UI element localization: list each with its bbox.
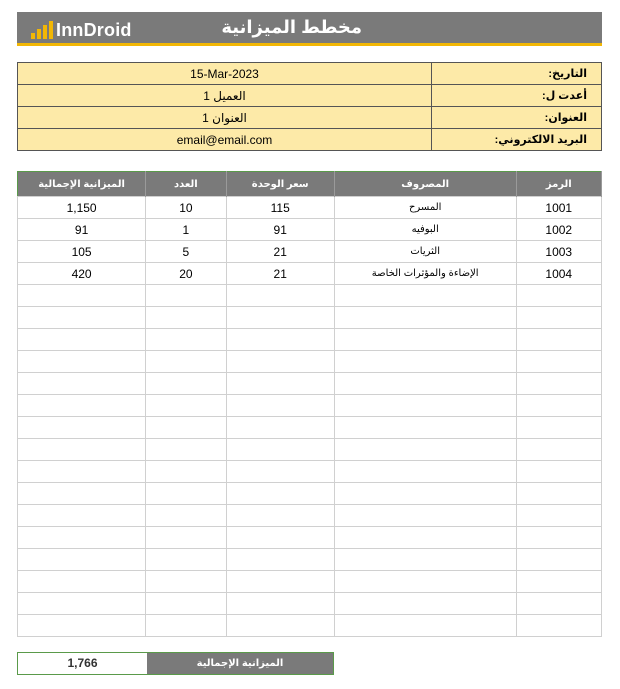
cell-qty[interactable] — [146, 373, 226, 395]
header-qty: العدد — [146, 172, 226, 197]
table-row — [18, 571, 602, 593]
cell-price[interactable] — [226, 395, 334, 417]
header-total: الميزانية الإجمالية — [18, 172, 146, 197]
info-row-email — [18, 129, 602, 151]
cell-price[interactable] — [226, 307, 334, 329]
cell-code[interactable] — [516, 571, 601, 593]
cell-total[interactable] — [18, 461, 146, 483]
cell-qty[interactable] — [146, 285, 226, 307]
cell-total[interactable] — [18, 351, 146, 373]
cell-code[interactable] — [516, 285, 601, 307]
table-row — [18, 285, 602, 307]
cell-item[interactable] — [334, 439, 516, 461]
cell-price[interactable] — [226, 571, 334, 593]
table-row — [18, 395, 602, 417]
cell-item[interactable] — [334, 549, 516, 571]
cell-item[interactable] — [334, 351, 516, 373]
cell-qty[interactable]: 1 — [146, 219, 226, 241]
cell-total[interactable] — [18, 307, 146, 329]
chart-bars-icon — [31, 21, 53, 39]
cell-code[interactable] — [516, 549, 601, 571]
cell-code[interactable] — [516, 373, 601, 395]
grand-total-box — [17, 652, 334, 675]
cell-item[interactable] — [334, 527, 516, 549]
cell-code[interactable]: 1004 — [516, 263, 601, 285]
date-label: التاريخ: — [432, 63, 602, 85]
header-item: المصروف — [334, 172, 516, 197]
cell-total[interactable] — [18, 439, 146, 461]
cell-item[interactable] — [334, 571, 516, 593]
cell-total[interactable]: 91 — [18, 219, 146, 241]
cell-price[interactable] — [226, 285, 334, 307]
table-row — [18, 373, 602, 395]
cell-price[interactable] — [226, 439, 334, 461]
cell-qty[interactable] — [146, 527, 226, 549]
email-label: البريد الالكتروني: — [432, 129, 602, 151]
table-row — [18, 219, 602, 241]
cell-price[interactable] — [226, 549, 334, 571]
brand-logo — [31, 19, 132, 39]
cell-total[interactable] — [18, 483, 146, 505]
cell-qty[interactable] — [146, 329, 226, 351]
cell-total[interactable] — [18, 615, 146, 637]
info-row-client — [18, 85, 602, 107]
header-price: سعر الوحدة — [226, 172, 334, 197]
cell-item[interactable] — [334, 483, 516, 505]
client-value[interactable]: العميل 1 — [18, 85, 432, 107]
cell-price[interactable] — [226, 417, 334, 439]
cell-total[interactable] — [18, 285, 146, 307]
cell-code[interactable] — [516, 417, 601, 439]
client-label: أعدت ل: — [432, 85, 602, 107]
table-row — [18, 549, 602, 571]
cell-price[interactable]: 21 — [226, 263, 334, 285]
cell-item[interactable] — [334, 329, 516, 351]
header-bar — [17, 12, 602, 46]
table-row — [18, 329, 602, 351]
cell-code[interactable] — [516, 307, 601, 329]
cell-item[interactable] — [334, 285, 516, 307]
cell-qty[interactable] — [146, 417, 226, 439]
cell-price[interactable] — [226, 505, 334, 527]
cell-price[interactable] — [226, 329, 334, 351]
cell-code[interactable] — [516, 527, 601, 549]
cell-item[interactable] — [334, 307, 516, 329]
cell-code[interactable] — [516, 461, 601, 483]
cell-code[interactable] — [516, 439, 601, 461]
cell-total[interactable] — [18, 373, 146, 395]
cell-code[interactable] — [516, 329, 601, 351]
cell-price[interactable]: 91 — [226, 219, 334, 241]
grand-total-value: 1,766 — [67, 656, 98, 670]
cell-item[interactable] — [334, 615, 516, 637]
table-row — [18, 263, 602, 285]
cell-total[interactable]: 105 — [18, 241, 146, 263]
table-row — [18, 461, 602, 483]
table-row — [18, 351, 602, 373]
info-row-date — [18, 63, 602, 85]
cell-qty[interactable] — [146, 439, 226, 461]
cell-price[interactable] — [226, 461, 334, 483]
table-row — [18, 615, 602, 637]
cell-code[interactable] — [516, 593, 601, 615]
cell-total[interactable] — [18, 593, 146, 615]
cell-item[interactable] — [334, 593, 516, 615]
cell-price[interactable] — [226, 373, 334, 395]
cell-item[interactable]: البوفيه — [334, 219, 516, 241]
page-title: مخطط الميزانية — [221, 17, 362, 37]
address-label: العنوان: — [432, 107, 602, 129]
cell-code[interactable] — [516, 615, 601, 637]
cell-item[interactable] — [334, 461, 516, 483]
cell-qty[interactable] — [146, 549, 226, 571]
table-row — [18, 593, 602, 615]
cell-code[interactable]: 1001 — [516, 197, 601, 219]
cell-price[interactable] — [226, 593, 334, 615]
cell-qty[interactable] — [146, 593, 226, 615]
cell-total[interactable]: 420 — [18, 263, 146, 285]
cell-qty[interactable] — [146, 351, 226, 373]
table-row — [18, 439, 602, 461]
cell-item[interactable] — [334, 373, 516, 395]
cell-qty[interactable]: 10 — [146, 197, 226, 219]
cell-price[interactable]: 21 — [226, 241, 334, 263]
cell-item[interactable]: المسرح — [334, 197, 516, 219]
cell-item[interactable] — [334, 395, 516, 417]
table-row — [18, 307, 602, 329]
brand-name: InnDroid — [56, 20, 132, 40]
table-header-row — [18, 172, 602, 197]
table-row — [18, 417, 602, 439]
cell-total[interactable] — [18, 571, 146, 593]
info-row-address — [18, 107, 602, 129]
date-value[interactable]: 15-Mar-2023 — [18, 63, 432, 85]
table-row — [18, 197, 602, 219]
cell-total[interactable] — [18, 417, 146, 439]
cell-code[interactable] — [516, 483, 601, 505]
cell-qty[interactable]: 20 — [146, 263, 226, 285]
cell-total[interactable] — [18, 527, 146, 549]
cell-code[interactable]: 1003 — [516, 241, 601, 263]
cell-total[interactable] — [18, 549, 146, 571]
cell-price[interactable] — [226, 351, 334, 373]
cell-price[interactable] — [226, 615, 334, 637]
table-row — [18, 483, 602, 505]
cell-qty[interactable] — [146, 615, 226, 637]
cell-item[interactable]: الإضاءة والمؤثرات الخاصة — [334, 263, 516, 285]
cell-qty[interactable] — [146, 483, 226, 505]
email-value[interactable]: email@email.com — [18, 129, 432, 151]
info-table — [17, 62, 602, 151]
table-row — [18, 527, 602, 549]
cell-qty[interactable] — [146, 505, 226, 527]
address-value[interactable]: العنوان 1 — [18, 107, 432, 129]
table-row — [18, 241, 602, 263]
header-code: الرمز — [516, 172, 601, 197]
cell-code[interactable] — [516, 505, 601, 527]
cell-code[interactable] — [516, 351, 601, 373]
cell-qty[interactable] — [146, 307, 226, 329]
cell-price[interactable]: 115 — [226, 197, 334, 219]
cell-item[interactable] — [334, 417, 516, 439]
cell-code[interactable]: 1002 — [516, 219, 601, 241]
cell-code[interactable] — [516, 395, 601, 417]
cell-total[interactable] — [18, 505, 146, 527]
cell-price[interactable] — [226, 483, 334, 505]
table-row — [18, 505, 602, 527]
cell-price[interactable] — [226, 527, 334, 549]
cell-total[interactable]: 1,150 — [18, 197, 146, 219]
cell-qty[interactable] — [146, 571, 226, 593]
cell-qty[interactable] — [146, 461, 226, 483]
cell-item[interactable]: الثريات — [334, 241, 516, 263]
grand-total-label: الميزانية الإجمالية — [147, 653, 333, 674]
cell-total[interactable] — [18, 329, 146, 351]
cell-item[interactable] — [334, 505, 516, 527]
budget-table — [17, 171, 602, 637]
cell-total[interactable] — [18, 395, 146, 417]
cell-qty[interactable]: 5 — [146, 241, 226, 263]
cell-qty[interactable] — [146, 395, 226, 417]
